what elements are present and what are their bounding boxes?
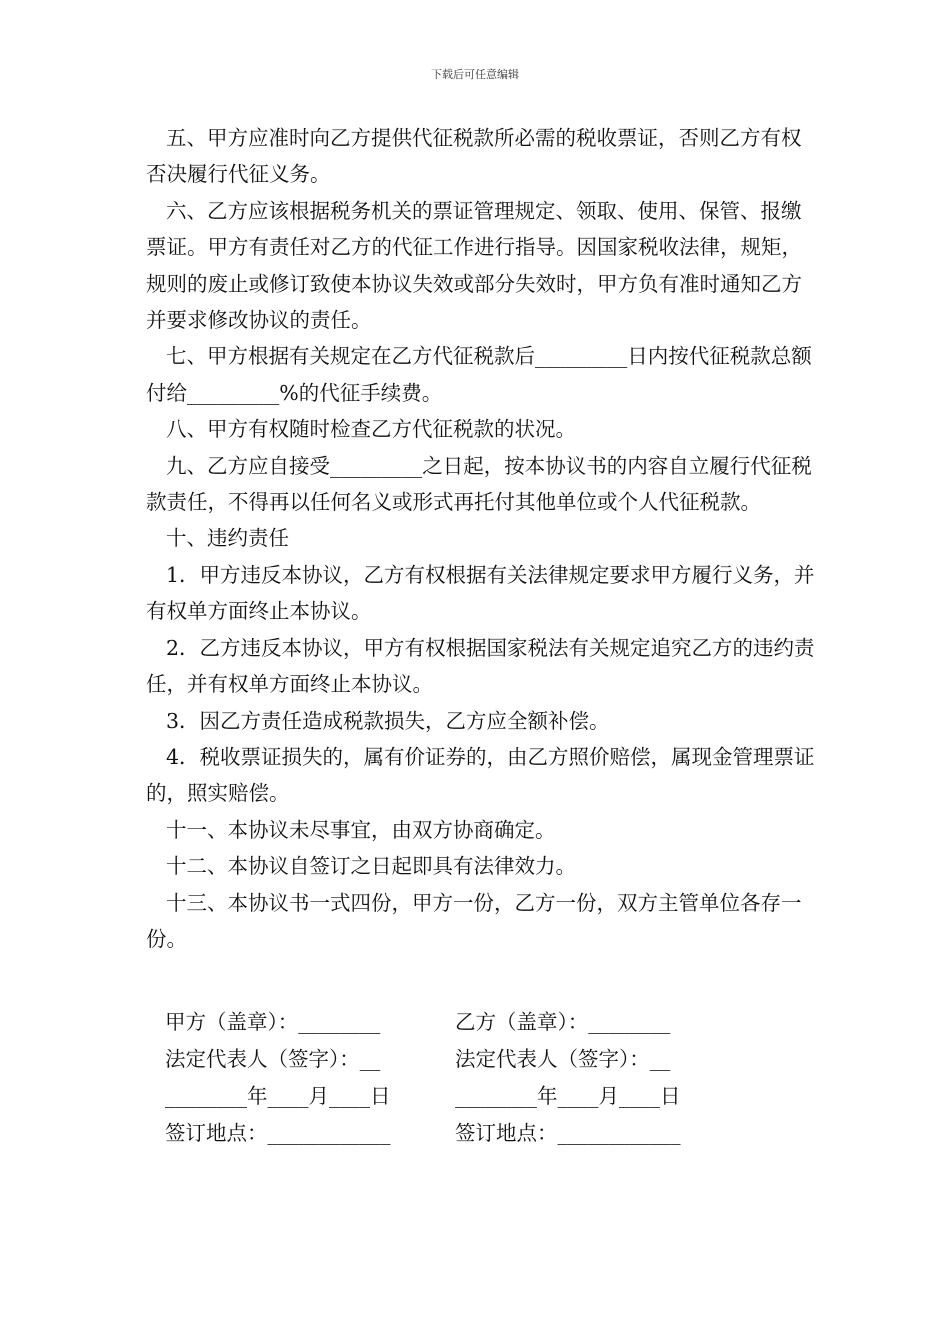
clause-9: 九、乙方应自接受_________之日起，按本协议书的内容自立履行代征税款责任，不得再以任何名义或形式再托付其他单位或个人代征税款。 bbox=[146, 453, 812, 515]
signature-row-seal bbox=[165, 1004, 745, 1041]
party-a-seal-field: 甲方（盖章）：________ bbox=[165, 1010, 381, 1034]
page-header-note: 下载后可任意编辑 bbox=[431, 68, 519, 81]
signature-row-date bbox=[165, 1078, 745, 1115]
signature-row-representative bbox=[165, 1041, 745, 1078]
clause-11: 十一、本协议未尽事宜，由双方协商确定。 bbox=[166, 817, 556, 842]
clause-10-item-4: 4．税收票证损失的，属有价证券的，由乙方照价赔偿，属现金管理票证的，照实赔偿。 bbox=[146, 744, 815, 806]
party-a-location-field: 签订地点：____________ bbox=[165, 1121, 391, 1145]
party-b-date-field: ________年____月____日 bbox=[455, 1084, 681, 1108]
clause-6: 六、乙方应该根据税务机关的票证管理规定、领取、使用、保管、报缴票证。甲方有责任对乙方的代征工作进行指导。因国家税收法律，规矩，规则的废止或修订致使本协议失效或部分失效时，甲方负有准时通知乙方并要求修改协议的责任。 bbox=[146, 198, 802, 333]
signature-block bbox=[165, 1004, 745, 1152]
document-body bbox=[146, 120, 818, 957]
clause-10-item-2: 2．乙方违反本协议，甲方有权根据国家税法有关规定追究乙方的违约责任，并有权单方面终止本协议。 bbox=[146, 635, 815, 697]
clause-7: 七、甲方根据有关规定在乙方代征税款后_________日内按代征税款总额付给_________%的代征手续费。 bbox=[146, 344, 812, 405]
clause-10-item-1: 1．甲方违反本协议，乙方有权根据有关法律规定要求甲方履行义务，并有权单方面终止本协议。 bbox=[146, 562, 815, 624]
party-b-location-field: 签订地点：____________ bbox=[455, 1121, 681, 1145]
party-b-representative-field: 法定代表人（签字）：__ bbox=[455, 1047, 671, 1071]
clause-13: 十三、本协议书一式四份，甲方一份，乙方一份，双方主管单位各存一份。 bbox=[146, 890, 802, 951]
clause-8: 八、甲方有权随时检查乙方代征税款的状况。 bbox=[166, 417, 576, 442]
party-b-seal-field: 乙方（盖章）：________ bbox=[455, 1010, 671, 1034]
clause-10-item-3: 3．因乙方责任造成税款损失，乙方应全额补偿。 bbox=[166, 708, 610, 733]
clause-10-heading: 十、违约责任 bbox=[166, 526, 289, 551]
signature-row-location bbox=[165, 1115, 745, 1152]
clause-12: 十二、本协议自签订之日起即具有法律效力。 bbox=[166, 854, 576, 879]
clause-5: 五、甲方应准时向乙方提供代征税款所必需的税收票证，否则乙方有权否决履行代征义务。 bbox=[146, 126, 802, 187]
party-a-date-field: ________年____月____日 bbox=[165, 1084, 391, 1108]
party-a-representative-field: 法定代表人（签字）：__ bbox=[165, 1047, 381, 1071]
